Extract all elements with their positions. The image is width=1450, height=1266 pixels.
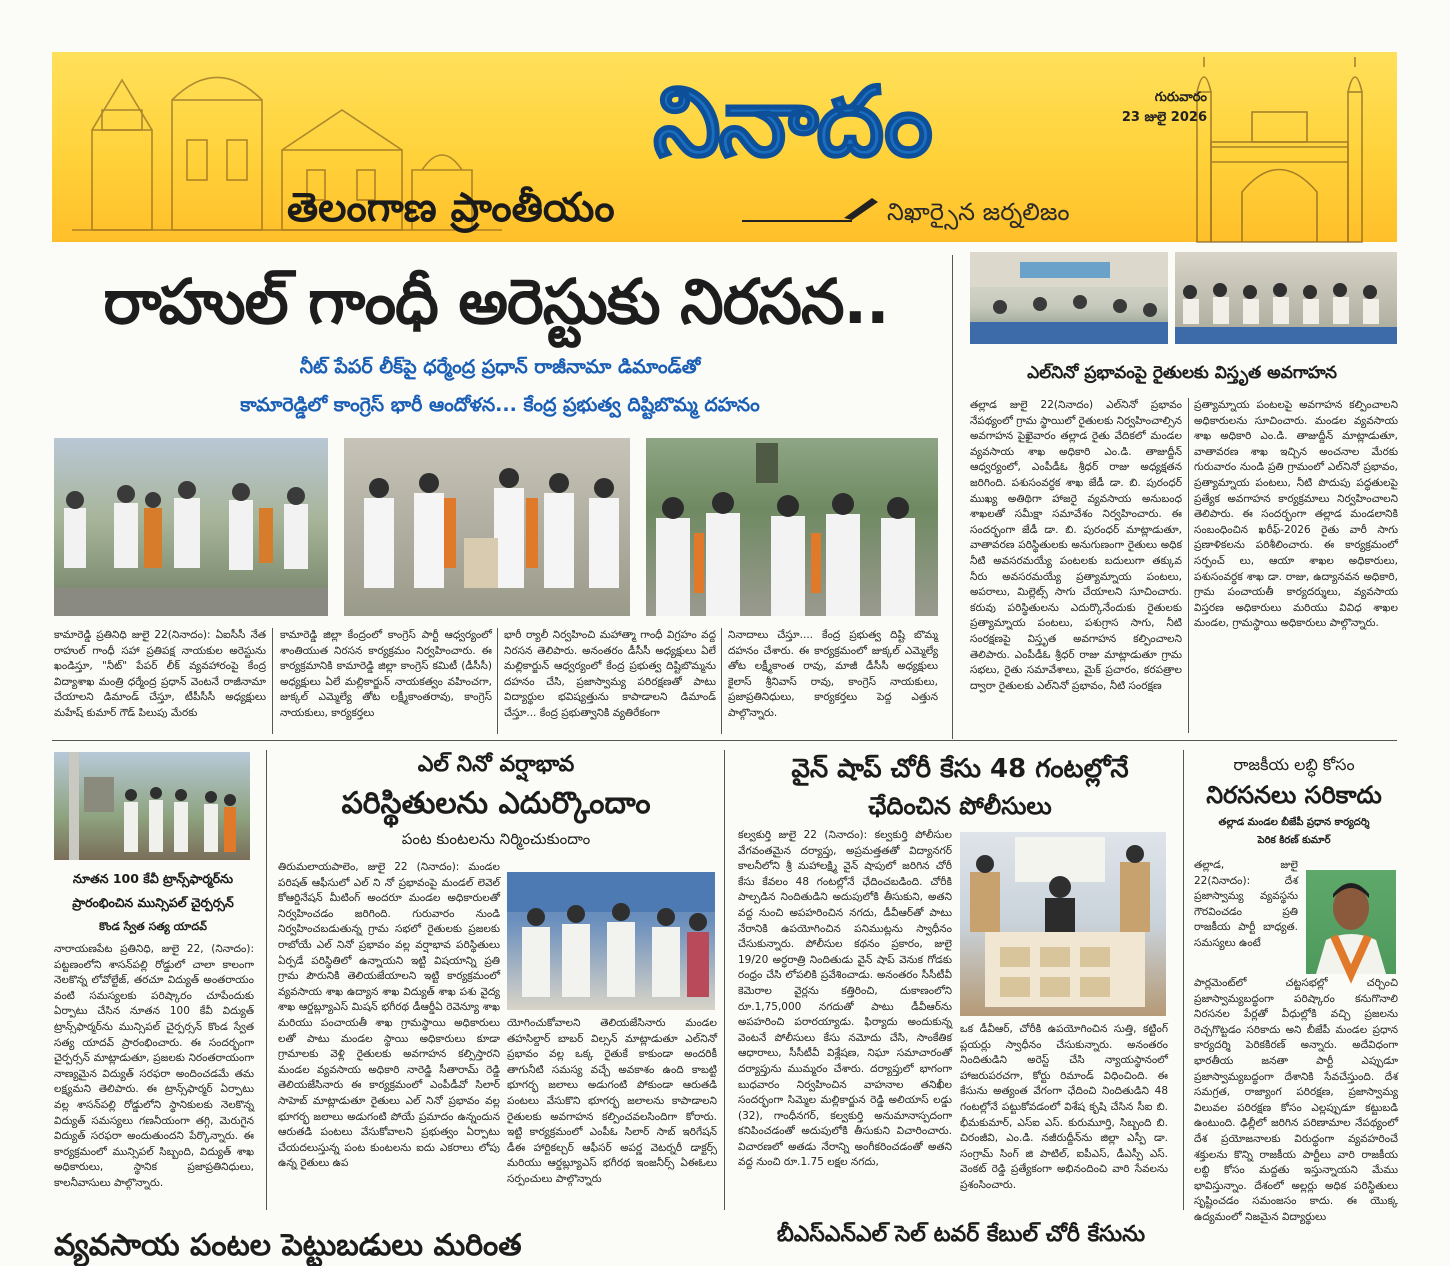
elnino-farmers-col-2: ప్రత్యామ్నాయ పంటలపై అవగాహన కల్పించాలని అధికారులను సూచించారు. మండల వ్యవసాయ శాఖ అధికారి ఎం.డి. తాజుద్దీన్ మాట్లాడుతూ, వాతావరణ శాఖ ఇచ్చిన అంచనాల మేరకు గురువారం నుండి ప్రతి గ్రామంలో ఎల్‌నినో ప్రభావం, ప్రత్యామ్నాయ పంటలు, నీటి పొదుపు పద్ధతులపై ప్రత్యేక అవగాహన కార్యక్రమాలు నిర్వహించాలని తెలిపారు. ఈ సందర్భంగా తల్లాడ మండలానికి సంబంధించిన ఖరీఫ్-2026 రైతు వారీ సాగు ప్రణాళికలను పరిశీలించారు. ఈ కార్యక్రమంలో సర్పంచ్ లు, ఆయా శాఖల అధికారులు, పశుసంవర్ధక శాఖ డా. రాజు, ఉద్యానవన అధికారి, గ్రామ పంచాయతీ కార్యదర్శులు, వ్యవసాయ విస్తరణ అధికారులు మరియు వివిధ శాఖల మండల, గ్రామస్థాయి అధికారులు పాల్గొన్నారు. xyxy=(1194,399,1398,630)
slogan-underline xyxy=(742,220,852,222)
political-credit-role: తల్లాడ మండల బీజేపీ ప్రధాన కార్యదర్శి xyxy=(1218,817,1370,828)
drought-col-2: యోగించుకోవాలని తెలియజేసినారు మండల తహసిల్దార్ బాబర్ విల్సన్ మాట్లాడుతూ ఎల్‌నినో ప్రభావం వల్ల ఒక్క రైతుకే కాకుండా అందరికీ తాగునీటి సమస్య వచ్చే అవకాశం ఉంది కాబట్టి భూగర్భ జలాలు అడుగంటి పోకుండా ఆరుతడి పంటలు వేసుకొని భూగర్భ జలాలను కాపాడాలని రైతులకు అవగాహన కల్పించవలసిందిగా కోరారు. ఇట్టి కార్యక్రమంలో ఎంపీఓ సిలార్ సాబ్ ఇరిగేషన్ డీఈ హార్టికల్చర్ ఆఫీసర్ అపర్ణ వెటర్నరీ డాక్టర్స్ మరియు ఆర్డబ్ల్యూఎస్ భగీరథ ఇంజనీర్స్ ఏఈఓలు సర్పంచులు పాల్గొన్నారు xyxy=(507,1017,717,1185)
transformer-body: నారాయణపేట ప్రతినిధి, జులై 22, (నినాదం): పట్టణంలోని శాసన్‌పల్లి రోడ్డులో చాలా కాలంగా నెలకొన్న లోవోల్టేజ్, తరచూ విద్యుత్ అంతరాయం వంటి సమస్యలకు పరిష్కారం చూపేందుకు ఏర్పాటు చేసిన నూతన 100 కేవీ విద్యుత్ ట్రాన్స్‌ఫార్మర్‌ను మున్సిపల్ చైర్పర్సన్ కొండ స్వేత సత్య యాదవ్ ప్రారంభించారు. ఈ సందర్భంగా చైర్పర్సన్ మాట్లాడుతూ, ప్రజలకు నిరంతరాయంగా నాణ్యమైన విద్యుత్ సరఫరా అందించడమే తమ లక్ష్యమని తెలిపారు. ఈ ట్రాన్స్‌ఫార్మర్ ఏర్పాటు వల్ల శాసన్‌పల్లి రోడ్డులోని స్థానికులకు నెలకొన్న విద్యుత్ సమస్యలు గణనీయంగా తగ్గి, మెరుగైన విద్యుత్ సరఫరా అందుతుందని పేర్కొన్నారు. ఈ కార్యక్రమంలో మున్సిపల్ సిబ్బంది, విద్యుత్ శాఖ అధికారులు, స్థానిక ప్రజాప్రతినిధులు, కాలనీవాసులు పాల్గొన్నారు. xyxy=(54,943,254,1189)
drought-col-1: తిరుమలాయపాలెం, జులై 22 (నినాదం): మండల పరిషత్ ఆఫీసులో ఎల్ ని నో ప్రభావంపై మండల్ లెవెల్ కోఆర్డినేషన్ మీటింగ్ అందరూ మండల అధికారులతో నిర్వహించడం జరిగింది. గురువారం నుండి నిర్వహించబడుతున్న గ్రామ సభలో రైతులకు ప్రజలకు రాబోయే ఎల్ నినో ప్రభావం వల్ల వర్షాభావ పరిస్థితులు ఏర్పడే పరిస్థితిలో ఉన్నాయని ఇట్టి విషయాన్ని ప్రతి గ్రామ పౌరునికి తెలియజేయాలని ఇట్టి కార్యక్రమంలో వ్యవసాయ శాఖ ఉద్యాన శాఖ విద్యుత్ శాఖ పశు వైద్య శాఖ ఆర్డబ్ల్యూఎస్ మిషన్ భగీరథ డీఆర్డీఏ రెవెన్యూ శాఖ మరియు పంచాయతీ శాఖ గ్రామస్థాయి అధికారులు లతో పాటు మండల స్థాయి అధికారులు కూడా గ్రామాలకు వెళ్లి రైతులకు అవగాహన కల్పిస్తారని మండల వ్యవసాయ అధికారి నారెడ్డి సీతారామ్ రెడ్డి తెలియజేసినారు ఈ కార్యక్రమంలో ఎంపీడీవో సిలార్ సాహెబ్ మాట్లాడుతూ రైతులు ఎల్ నినో ప్రభావం వల్ల భూగర్భ జలాలు అడుగంటి పోయే ప్రమాదం ఉన్నందున ఆరుతడి పంటలు వేసుకోవాలని ప్రభుత్వం ఏర్పాటు చేయదలుస్తున్న పంట కుంటలను ఐదు ఎకరాలు లోపు ఉన్న రైతులు ఉప xyxy=(278,861,500,1170)
wine-theft-col-2: ఒక డీవీఆర్, చోరీకి ఉపయోగించిన సుత్తి, కట్టింగ్ ప్లయర్లు స్వాధీనం చేసుకున్నారు. అనంతరం నిందితుడిని అరెస్ట్ చేసి న్యాయస్థానంలో హాజరుపరచగా, కోర్టు రిమాండ్ విధించింది. ఈ కేసును అత్యంత వేగంగా ఛేదించి నిందితుడిని 48 గంటల్లోనే పట్టుకోవడంలో విశేష కృషి చేసిన సీఐ బి. భీమకుమార్, ఎస్ఐ ఎస్. కురుమూర్తి, సిబ్బంది బి. చిరంజీవి, ఎం.డి. నజీరుద్దీన్‌ను జిల్లా ఎస్పీ డా. సంగ్రామ్ సింగ్ జి పాటిల్, ఐపీఎస్, డీఎస్పీ ఎస్. వెంకట్ రెడ్డి ప్రత్యేకంగా అభినందించి వారి సేవలను ప్రశంసించారు. xyxy=(960,1023,1168,1191)
wine-theft-col-1: కల్వకుర్తి జులై 22 (నినాదం): కల్వకుర్తి పోలీసుల వేగవంతమైన దర్యాప్తు, అప్రమత్తతతో విద్యానగర్ కాలనీలోని శ్రీ మహాలక్ష్మి వైన్ షాపులో జరిగిన చోరీ కేసు కేవలం 48 గంటల్లోనే ఛేదించబడింది. చోరీకి పాల్పడిన నిందితుడిని అదుపులోకి తీసుకుని, అతని వద్ద నుంచి అపహరించిన నగదు, డీవీఆర్‌తో పాటు నేరానికి ఉపయోగించిన పనిముట్లను స్వాధీనం చేసుకున్నారు. పోలీసుల కథనం ప్రకారం, జులై 19/20 అర్ధరాత్రి నిందితుడు వైన్ షాప్ వెనుక గోడకు రంధ్రం చేసి లోపలికి ప్రవేశించాడు. అనంతరం సీసీటీవీ కెమెరాల వైర్లను కత్తిరించి, దుకాణంలోని రూ.1,75,000 నగదుతో పాటు డీవీఆర్‌ను అపహరించి పరారయ్యాడు. ఫిర్యాదు అందుకున్న వెంటనే పోలీసులు కేసు నమోదు చేసి, సాంకేతిక ఆధారాలు, సీసీటీవీ విశ్లేషణ, నిఘా సమాచారంతో దర్యాప్తును ముమ్మరం చేశారు. దర్యాప్తులో భాగంగా బుధవారం నిర్వహించిన వాహనాల తనిఖీల సందర్భంగా సిమ్మెల మల్లికార్జున రెడ్డి అలియాస్ లడ్డు (32), గాంధీనగర్, కల్వకుర్తి అనుమానాస్పదంగా కనిపించడంతో అదుపులోకి తీసుకుని విచారించారు. విచారణలో అతడు నేరాన్ని అంగీకరించడంతో అతని వద్ద నుంచి రూ.1.75 లక్షల నగదు, xyxy=(738,829,952,1169)
protest-photo-statue xyxy=(646,438,938,616)
section-divider-vertical xyxy=(266,750,267,1210)
issue-date xyxy=(1112,88,1207,128)
drought-headline-1: ఎల్ నినో వర్షాభావ xyxy=(417,752,575,777)
masthead xyxy=(52,52,1397,242)
transformer-credit: కొండ స్వేత సత్య యాదవ్ xyxy=(99,920,207,933)
political-credit-name: పెరిక కిరణ్ కుమార్ xyxy=(1257,835,1331,846)
lead-body-col-2: కామారెడ్డి జిల్లా కేంద్రంలో కాంగ్రెస్ పార్టీ ఆధ్వర్యంలో శాంతియుత నిరసన కార్యక్రమం నిర్వహించారు. ఈ కార్యక్రమానికి కామారెడ్డి జిల్లా కాంగ్రెస్ కమిటీ (డీసీసీ) అధ్యక్షులు ఏలే మల్లికార్జున్ నాయకత్వం వహించగా, జుక్కల్ ఎమ్మెల్యే తోట లక్ష్మీకాంతరావు, కాంగ్రెస్ నాయకులు, కార్యకర్తలు xyxy=(280,629,492,719)
slogan: నిఖార్సైన జర్నలిజం xyxy=(887,198,1070,226)
transformer-caption-line-2: ప్రారంభించిన మున్సిపల్ చైర్పర్సన్ xyxy=(72,895,234,910)
issue-day: గురువారం xyxy=(1154,90,1207,105)
column-divider xyxy=(272,628,273,734)
section-divider-vertical xyxy=(952,255,953,739)
meeting-photo-2 xyxy=(1175,252,1397,344)
section-divider-vertical xyxy=(724,750,725,1210)
transformer-caption-line-1: నూతన 100 కేవీ ట్రాన్స్‌ఫార్మర్‌ను xyxy=(72,871,234,886)
column-divider xyxy=(497,628,498,734)
section-divider-horizontal xyxy=(52,740,1397,741)
political-headline-1: రాజకీయ లబ్ధి కోసం xyxy=(1233,755,1355,774)
lead-subhead-1: నీట్ పేపర్ లీక్‌పై ధర్మేంద్ర ప్రధాన్ రాజీనామా డిమాండ్‌తో xyxy=(299,356,701,378)
protest-photo-effigy xyxy=(344,438,630,616)
bottom-left-headline: వ్యవసాయ పంటల పెట్టుబడులు మరింత xyxy=(54,1228,522,1263)
lead-body-col-4: నినాదాలు చేస్తూ.... కేంద్ర ప్రభుత్వ దిష్టి బొమ్మ దహనం చేశారు. ఈ కార్యక్రమంలో జుక్కల్ ఎమ్మెల్యే తోట లక్ష్మీకాంత రావు, మాజీ డీసీసీ అధ్యక్షులు కైలాస్ శ్రీనివాస్ రావు, కాంగ్రెస్ నాయకులు, ప్రజాప్రతినిధులు, కార్యకర్తలు పెద్ద ఎత్తున పాల్గొన్నారు. xyxy=(728,629,938,719)
lead-headline: రాహుల్ గాంధీ అరెస్టుకు నిరసన.. xyxy=(103,265,889,338)
protest-photo-rally xyxy=(54,438,328,616)
drought-headline-2: పరిస్థితులను ఎదుర్కొందాం xyxy=(341,786,651,821)
lead-subhead-2: కామారెడ్డిలో కాంగ్రెస్ భారీ ఆందోళన... కేంద్ర ప్రభుత్వ దిష్టిబొమ్మ దహనం xyxy=(240,394,760,416)
elnino-farmers-headline: ఎల్‌నినో ప్రభావంపై రైతులకు విస్తృత అవగాహన xyxy=(1027,363,1337,383)
elnino-farmers-col-1: తల్లాడ జులై 22(నినాదం) ఎల్‌నినో ప్రభావం నేపథ్యంలో గ్రామ స్థాయిలో రైతులకు నిర్వహించాల్సిన అవగాహన పైఖైవారం తల్లాడ రైతు వేదికలో మండల వ్యవసాయ శాఖ అధికారి ఎం.డి. తాజుద్దీన్ ఆధ్వర్యంలో, ఎంపీడీఓ శ్రీధర్ రాజు అధ్యక్షతన జరిగింది. పశుసంవర్ధక శాఖ జేడీ డా. బి. పురంధర్ ముఖ్య అతిథిగా హాజరై వ్యవసాయ అనుబంధ శాఖలతో సమీక్షా సమావేశం నిర్వహించారు. ఈ సందర్భంగా జేడీ డా. బి. పురంధర్ మాట్లాడుతూ, వాతావరణ పరిస్థితులకు అనుగుణంగా రైతులు అధిక నీటి అవసరమయ్యే పంటలకు బదులుగా తక్కువ నీరు అవసరమయ్యే ప్రత్యామ్నాయ పంటలు, అపరాలు, మిల్లెట్స్ సాగు చేయాలని సూచించారు. కరువు పరిస్థితులను ఎదుర్కొనేందుకు రైతులకు ప్రత్యామ్నాయ పంటలు, పశుగ్రాస సాగు, నీటి సంరక్షణపై విస్తృత అవగాహన కల్పించాలని తెలిపారు. ఎంపీడీఓ శ్రీధర్ రాజు మాట్లాడుతూ గ్రామ సభలు, రైతు సమావేశాలు, మైక్ ప్రచారం, కరపత్రాల ద్వారా రైతులకు ఎల్‌నినో ప్రభావం, నీటి సంరక్షణ xyxy=(970,399,1182,692)
issue-date-value: 23 జులై 2026 xyxy=(1121,110,1207,125)
drought-headline-3: పంట కుంటలను నిర్మించుకుందాం xyxy=(401,830,591,848)
section-divider-vertical xyxy=(1183,750,1184,1210)
political-lead: తల్లాడ, జులై 22(నినాదం): దేశ ప్రజాస్వామ్య వ్యవస్థను గౌరవించడం ప్రతి రాజకీయ పార్టీ బాధ్యత. సమస్యలు ఉంటే xyxy=(1194,859,1298,949)
lead-body-col-1: కామారెడ్డి ప్రతినిధి జులై 22(నినాదం): ఏఐసీసీ నేత రాహుల్ గాంధీ సహా ప్రతిపక్ష నాయకుల అరెస్టును ఖండిస్తూ, "నీట్" పేపర్ లీక్ వ్యవహారంపై కేంద్ర విద్యాశాఖ మంత్రి ధర్మేంద్ర ప్రధాన్ వెంటనే రాజీనామా చేయాలని డిమాండ్ చేస్తూ, టీపీసీసీ అధ్యక్షులు మహేష్ కుమార్ గౌడ్ పిలుపు మేరకు xyxy=(54,629,266,719)
politician-portrait xyxy=(1306,870,1396,974)
bsnl-theft-headline: బీఎస్‌ఎన్‌ఎల్ సెల్ టవర్ కేబుల్ చోరీ కేసును xyxy=(776,1222,1146,1247)
column-divider xyxy=(721,628,722,734)
political-headline-2: నిరసనలు సరికాదు xyxy=(1206,781,1382,809)
column-divider xyxy=(1188,398,1189,733)
political-body: పార్లమెంట్‌లో చట్టసభల్లో చర్చించి ప్రజాస్వామ్యబద్ధంగా పరిష్కారం కనుగొనాలి నిరసనల పేర్లతో వీధుల్లోకి వచ్చి ప్రజలను రెచ్చగొట్టడం సరికాదు అని బీజేపీ మండల ప్రధాన కార్యదర్శి పెరికకిరణ్ అన్నారు. అదేవిధంగా భారతీయ జనతా పార్టీ ఎప్పుడూ ప్రజాస్వామ్యబద్ధంగా దేశానికి సేవచేస్తుంది. దేశ సమగ్రత, రాజ్యాంగ పరిరక్షణ, ప్రజాస్వామ్య విలువల పరిరక్షణ కోసం ఎల్లప్పుడూ కట్టుబడి ఉంటుంది. ఢిల్లీలో జరిగిన పరిణామాల నేపథ్యంలో దేశ ప్రయోజనాలకు విరుద్ధంగా వ్యవహరించే శక్తులను కొన్ని రాజకీయ పార్టీలు వారి రాజకీయ లబ్ధి కోసం మద్దతు ఇస్తున్నాయని మేము భావిస్తున్నాం. దేశంలో అల్లర్లు అధిక పరిస్థితులు సృష్టించడం సమంజసం కాదు. ఈ యొక్క ఉద్యమంలో నిజమైన విద్యార్థులు xyxy=(1194,977,1398,1223)
wine-theft-headline-2: ఛేదించిన పోలీసులు xyxy=(868,792,1052,820)
wine-theft-headline-1: వైన్ షాప్ చోరీ కేసు 48 గంటల్లోనే xyxy=(791,754,1129,784)
meeting-photo-1 xyxy=(970,252,1168,344)
edition-name: తెలంగాణ ప్రాంతీయం xyxy=(287,185,615,231)
coordination-meeting-photo xyxy=(507,872,715,1010)
pen-nib-icon xyxy=(842,192,882,222)
transformer-photo xyxy=(54,752,250,860)
lead-body-col-3: భారీ ర్యాలీ నిర్వహించి మహాత్మా గాంధీ విగ్రహం వద్ద నిరసన తెలిపారు. అనంతరం డీసీసీ అధ్యక్షులు ఏలే మల్లికార్జున్ ఆధ్వర్యంలో కేంద్ర ప్రభుత్వ దిష్టిబొమ్మను దహనం చేసి, ప్రజాస్వామ్య పరిరక్షణతో పాటు విద్యార్థుల భవిష్యత్తును కాపాడాలని డిమాండ్ చేస్తూ... కేంద్ర ప్రభుత్వానికి వ్యతిరేకంగా xyxy=(504,629,716,719)
newspaper-title: నినాదం xyxy=(653,66,931,178)
police-press-meet-photo xyxy=(960,832,1166,1016)
